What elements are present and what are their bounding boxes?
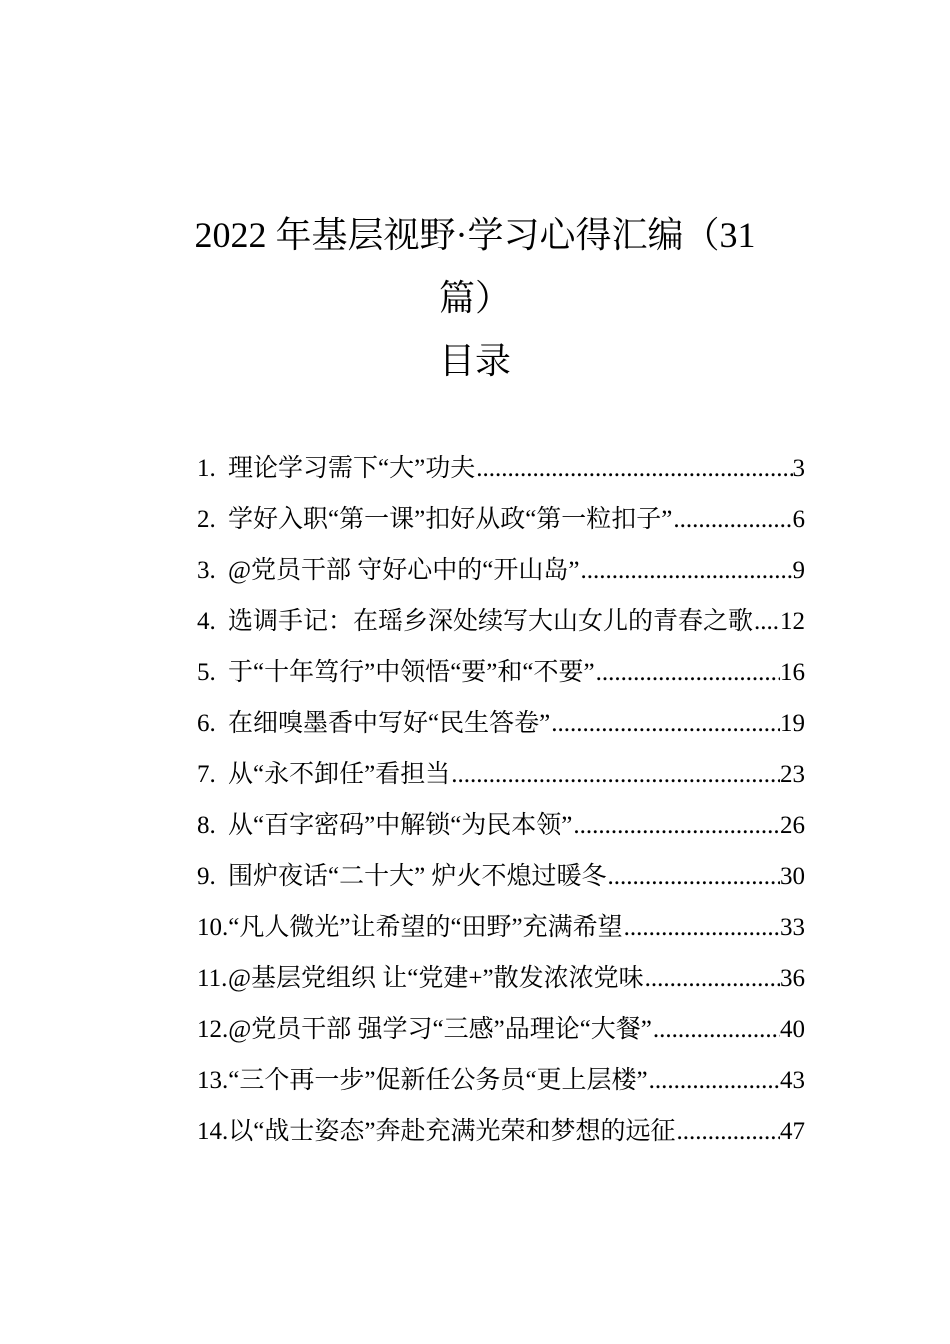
toc-entry (197, 443, 805, 494)
toc-entry-page: 40 (780, 1016, 805, 1043)
toc-entry-page: 30 (780, 863, 805, 890)
toc-heading: 目录 (438, 341, 511, 381)
toc-entry-title: @基层党组织 让“党建+”散发浓浓党味 (228, 965, 644, 992)
toc-entry-title: @党员干部 强学习“三感”品理论“大餐” (228, 1016, 652, 1043)
dot-leader (672, 494, 792, 545)
toc-entry-number: 1. (197, 455, 216, 482)
toc-entry-number: 8. (197, 812, 216, 839)
toc-entry-number: 3. (197, 557, 216, 584)
toc-entry-page: 36 (780, 965, 805, 992)
toc-entry-page: 26 (780, 812, 805, 839)
toc-entry-page: 43 (780, 1067, 805, 1094)
dot-leader (648, 1055, 780, 1106)
toc-entry-page: 6 (792, 506, 805, 533)
toc-entry (197, 545, 805, 596)
toc-entry (197, 953, 805, 1004)
toc-entry-title: 从“百字密码”中解锁“为民本领” (228, 812, 573, 839)
dot-leader (675, 1106, 780, 1157)
document-title-line-1: 2022 年基层视野·学习心得汇编（31 (194, 215, 756, 255)
dot-leader (595, 647, 780, 698)
toc-entry-title: 理论学习需下“大”功夫 (228, 455, 476, 482)
dot-leader (753, 596, 780, 647)
dot-leader (475, 443, 792, 494)
toc-entry (197, 800, 805, 851)
dot-leader (550, 698, 780, 749)
dot-leader (606, 851, 780, 902)
toc-entry-number: 12. (197, 1016, 229, 1043)
toc-entry (197, 851, 805, 902)
toc-entry-title: 围炉夜话“二十大” 炉火不熄过暖冬 (228, 863, 607, 890)
toc-entry-title: @党员干部 守好心中的“开山岛” (228, 557, 580, 584)
toc-entry-page: 33 (780, 914, 805, 941)
toc-entry-number: 11. (197, 965, 228, 992)
toc-entry (197, 1055, 805, 1106)
toc-entry-title: 学好入职“第一课”扣好从政“第一粒扣子” (228, 506, 673, 533)
toc-entry-page: 47 (780, 1118, 805, 1145)
dot-leader (450, 749, 780, 800)
table-of-contents (197, 443, 805, 1157)
toc-entry-page: 19 (780, 710, 805, 737)
toc-entry-page: 12 (780, 608, 805, 635)
dot-leader (623, 902, 780, 953)
dot-leader (652, 1004, 780, 1055)
toc-entry-title: 选调手记：在瑶乡深处续写大山女儿的青春之歌 (228, 608, 754, 635)
toc-entry-title: 在细嗅墨香中写好“民生答卷” (228, 710, 551, 737)
toc-entry-number: 4. (197, 608, 216, 635)
toc-entry-page: 9 (792, 557, 805, 584)
toc-entry (197, 647, 805, 698)
toc-entry-number: 7. (197, 761, 216, 788)
toc-entry-title: “凡人微光”让希望的“田野”充满希望 (228, 914, 623, 941)
toc-entry-title: “三个再一步”促新任公务员“更上层楼” (228, 1067, 648, 1094)
toc-entry-page: 3 (792, 455, 805, 482)
toc-entry-title: 以“战士姿态”奔赴充满光荣和梦想的远征 (228, 1118, 676, 1145)
toc-entry-number: 14. (197, 1118, 229, 1145)
toc-entry (197, 1004, 805, 1055)
toc-entry (197, 902, 805, 953)
toc-entry-page: 23 (780, 761, 805, 788)
toc-entry (197, 749, 805, 800)
toc-entry (197, 596, 805, 647)
toc-entry (197, 1106, 805, 1157)
dot-leader (572, 800, 780, 851)
toc-entry-number: 9. (197, 863, 216, 890)
toc-entry-number: 2. (197, 506, 216, 533)
document-title (0, 204, 950, 393)
dot-leader (579, 545, 792, 596)
toc-entry-title: 于“十年笃行”中领悟“要”和“不要” (228, 659, 595, 686)
toc-entry-number: 5. (197, 659, 216, 686)
toc-entry-page: 16 (780, 659, 805, 686)
toc-entry-title: 从“永不卸任”看担当 (228, 761, 451, 788)
toc-entry-number: 6. (197, 710, 216, 737)
toc-entry (197, 494, 805, 545)
document-title-line-2: 篇） (438, 278, 511, 318)
toc-entry-number: 13. (197, 1067, 229, 1094)
dot-leader (644, 953, 780, 1004)
toc-entry (197, 698, 805, 749)
toc-entry-number: 10. (197, 914, 229, 941)
